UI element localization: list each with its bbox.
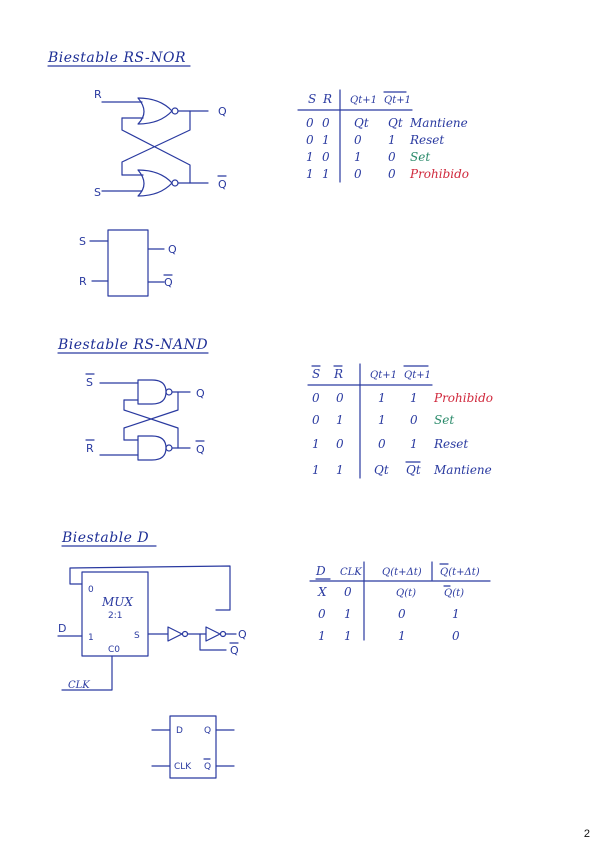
rs-nor-truth-table — [298, 90, 469, 182]
col-s-header: S — [312, 367, 321, 381]
output-qbar-label: Q — [230, 644, 239, 657]
col-s-header: S — [308, 92, 317, 106]
wires-top — [100, 383, 190, 400]
cell: 0 — [354, 133, 362, 147]
mux-sub-label: 2:1 — [108, 611, 123, 621]
note-set: Set — [410, 150, 431, 164]
col-qbar-header: Q(t+Δt) — [440, 567, 480, 578]
output-q-label: Q — [196, 387, 205, 400]
cell: 0 — [318, 607, 326, 621]
col-q-header: Q(t+Δt) — [382, 567, 422, 578]
output-qbar-label: Q — [218, 178, 227, 191]
cell: 0 — [306, 116, 314, 130]
block-qbar-label: Q — [204, 762, 212, 772]
buffer-1-bubble — [183, 632, 188, 637]
input-s-label: S — [94, 186, 101, 199]
cell: 1 — [312, 463, 320, 477]
nand-bubble-top — [166, 389, 172, 395]
cell: 1 — [336, 463, 344, 477]
table-row — [312, 462, 492, 477]
cell: Qt — [374, 463, 389, 477]
output-q-label: Q — [218, 105, 227, 118]
col-clk-header: CLK — [340, 567, 362, 578]
nor-bubble-bottom — [172, 180, 178, 186]
cell: 0 — [378, 437, 386, 451]
col-qbar-header: Qt+1 — [404, 370, 431, 381]
cell: 1 — [306, 150, 314, 164]
note-mantiene: Mantiene — [434, 463, 492, 477]
cell: 0 — [388, 150, 396, 164]
cell: 1 — [452, 607, 460, 621]
block-box — [108, 230, 148, 296]
block-clk-label: CLK — [174, 762, 192, 772]
cell: 1 — [378, 391, 386, 405]
cell: 1 — [336, 413, 344, 427]
cell: 1 — [378, 413, 386, 427]
d-flipflop-block — [152, 716, 234, 778]
col-qbar-header: Qt+1 — [384, 95, 411, 106]
col-r-header: R — [323, 92, 333, 106]
cell: 1 — [322, 167, 330, 181]
block-r-label: R — [79, 275, 87, 288]
d-flipflop-circuit — [58, 566, 247, 691]
cell: 1 — [410, 437, 418, 451]
output-q-label: Q — [238, 628, 247, 641]
block-s-label: S — [79, 235, 86, 248]
cell: Q(t) — [444, 588, 465, 599]
note-prohibido: Prohibido — [410, 167, 470, 181]
block-qbar-label: Q — [164, 276, 173, 289]
cell: Qt — [354, 116, 369, 130]
note-set: Set — [434, 413, 455, 427]
table-row — [312, 413, 454, 427]
table-row — [306, 150, 430, 164]
clk-label: CLK — [68, 680, 90, 691]
block-q-label: Q — [204, 726, 212, 736]
col-r-header: R — [334, 367, 344, 381]
block-d-label: D — [176, 726, 183, 736]
wires-bottom — [100, 440, 190, 455]
cell: X — [318, 585, 327, 599]
section-title-rs-nor: Biestable RS-NOR — [48, 50, 187, 66]
page-number: 2 — [583, 828, 590, 840]
output-qbar-label: Q — [196, 443, 205, 456]
block-wires — [152, 730, 234, 766]
table-row — [318, 607, 460, 621]
table-row — [306, 116, 468, 130]
mux-label: MUX — [102, 595, 133, 609]
cell: 1 — [398, 629, 406, 643]
nand-gate-bottom — [138, 436, 166, 460]
note-mantiene: Mantiene — [410, 116, 468, 130]
cell: 1 — [312, 437, 320, 451]
table-row — [306, 133, 444, 147]
cell: 0 — [306, 133, 314, 147]
input-r-label: R — [94, 88, 102, 101]
cell: 1 — [388, 133, 396, 147]
cell: 1 — [318, 629, 326, 643]
nor-bubble-top — [172, 108, 178, 114]
cell: 0 — [322, 116, 330, 130]
cell: 0 — [354, 167, 362, 181]
col-q-header: Qt+1 — [370, 370, 397, 381]
table-row — [317, 585, 464, 599]
mux-in1: 1 — [88, 633, 94, 643]
cell: 1 — [306, 167, 314, 181]
rs-nor-block — [79, 230, 177, 296]
note-prohibido: Prohibido — [434, 391, 494, 405]
cell: 1 — [344, 629, 352, 643]
note-reset: Reset — [410, 133, 445, 147]
cell: 0 — [312, 413, 320, 427]
buffer-2-bubble — [221, 632, 226, 637]
table-row — [312, 437, 468, 451]
cell: 0 — [336, 391, 344, 405]
cell: 1 — [410, 391, 418, 405]
table-row — [312, 391, 493, 405]
input-r-label: R — [86, 442, 94, 455]
nand-gate-top — [138, 380, 166, 404]
col-d-header: D — [316, 564, 326, 578]
cell: 0 — [336, 437, 344, 451]
rs-nand-circuit — [86, 374, 205, 460]
col-q-header: Qt+1 — [350, 95, 377, 106]
section-title-rs-nand: Biestable RS-NAND — [58, 337, 209, 353]
mux-in0: 0 — [88, 585, 94, 595]
cell: Q(t) — [396, 588, 417, 599]
buffer-2 — [206, 627, 220, 641]
cell: 1 — [322, 133, 330, 147]
cell: 0 — [388, 167, 396, 181]
note-reset: Reset — [434, 437, 469, 451]
cell: 0 — [322, 150, 330, 164]
nor-gate-top — [138, 98, 172, 124]
rs-nor-circuit — [94, 88, 227, 199]
rs-nand-truth-table — [308, 364, 493, 478]
cell: 0 — [452, 629, 460, 643]
mux-out-label: S — [134, 631, 140, 641]
d-input-label: D — [58, 622, 67, 635]
block-wires — [90, 241, 164, 282]
mux-sel: C0 — [108, 645, 121, 655]
buffer-1 — [168, 627, 182, 641]
table-row — [318, 629, 460, 643]
cell: 1 — [344, 607, 352, 621]
table-row — [306, 167, 469, 181]
cell: 0 — [398, 607, 406, 621]
cell: Qt — [388, 116, 403, 130]
nor-gate-bottom — [138, 170, 172, 196]
d-truth-table — [310, 562, 490, 643]
cell: Qt — [406, 463, 421, 477]
cell: 0 — [410, 413, 418, 427]
nand-bubble-bottom — [166, 445, 172, 451]
wires-bottom — [102, 175, 208, 191]
cell: 0 — [312, 391, 320, 405]
section-title-d: Biestable D — [62, 530, 150, 546]
cell: 1 — [354, 150, 362, 164]
input-s-label: S — [86, 376, 93, 389]
block-q-label: Q — [168, 243, 177, 256]
cell: 0 — [344, 585, 352, 599]
wires-top — [102, 102, 208, 118]
